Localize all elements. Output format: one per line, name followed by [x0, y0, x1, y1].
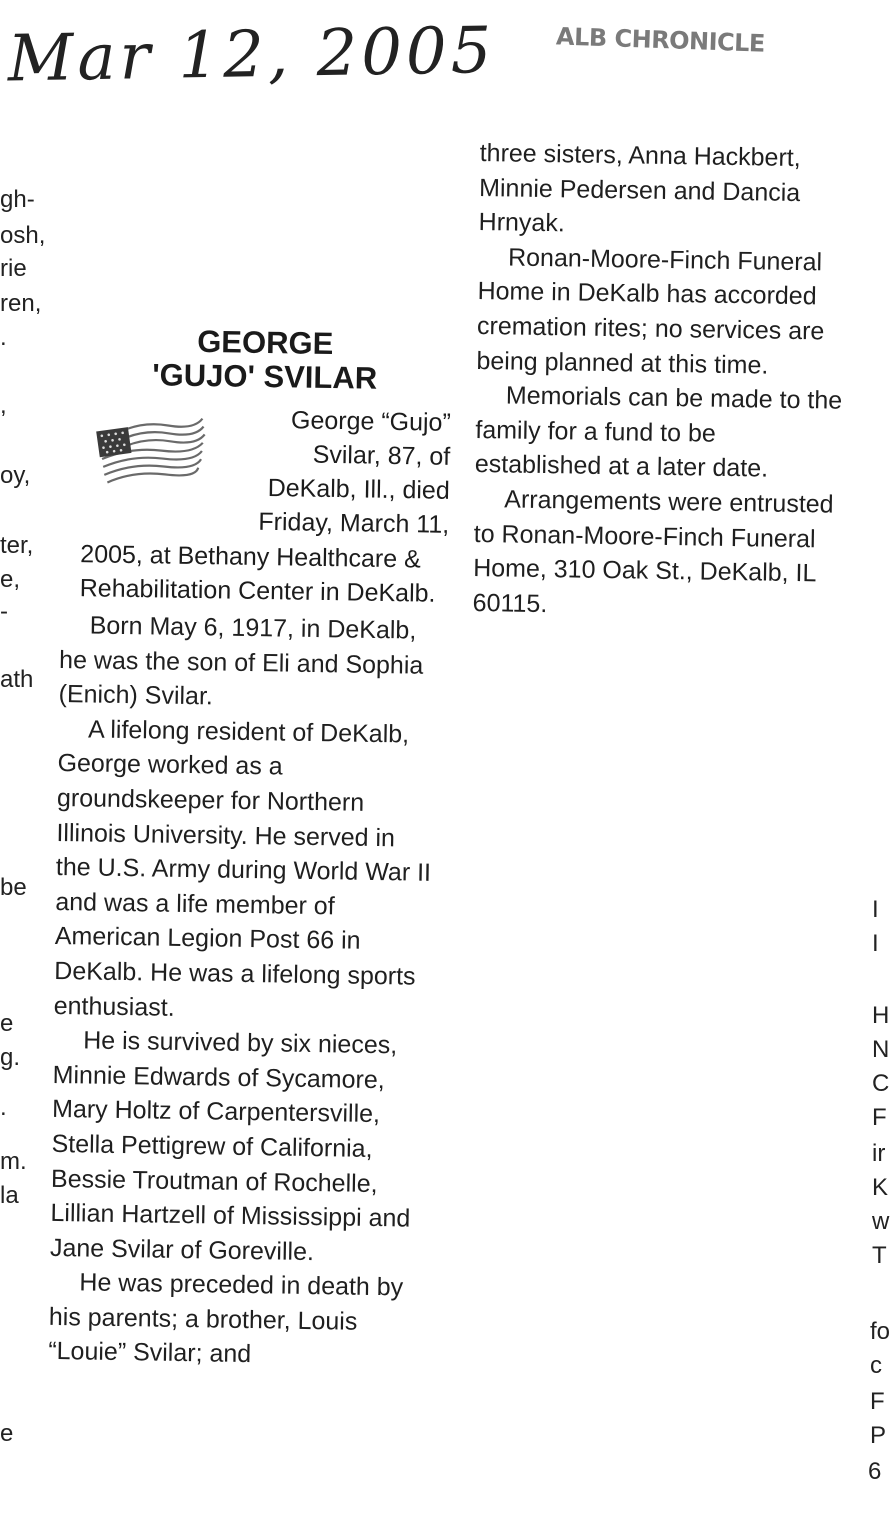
right-fragment: N: [872, 1036, 890, 1063]
paragraph: A lifelong resident of DeKalb, George worked as a groundskeeper for Northern Illinois University. He served in the U.S. Army during World War II and was a life member of American Legion Post 66 in DeKalb. He was a lifelong sports enthusiast.: [53, 715, 432, 1022]
right-fragment: F: [870, 1388, 885, 1415]
headline-line-2: 'GUJO' SVILAR: [152, 357, 378, 396]
right-fragment: fo: [870, 1318, 890, 1345]
lead-line-4: Friday, March 11,: [258, 507, 450, 539]
paragraph: Ronan-Moore-Finch Funeral Home in DeKalb has accorded cremation rites; no services are being planned at this time.: [476, 243, 825, 380]
newspaper-masthead: ALB CHRONICLE: [555, 22, 766, 58]
right-fragment: 6: [868, 1458, 882, 1485]
paragraph: He was preceded in death by his parents; a brother, Louis “Louie” Svilar; and: [48, 1268, 404, 1369]
left-fragment: -: [0, 598, 8, 625]
left-fragment: e: [0, 1420, 14, 1447]
left-fragment: .: [0, 1094, 7, 1121]
right-fragment: T: [872, 1242, 887, 1269]
left-fragment: gh-: [0, 186, 35, 213]
right-fragment: ir: [872, 1140, 886, 1167]
headline-line-1: GEORGE: [196, 323, 334, 362]
obituary-column-1: [48, 608, 440, 1375]
left-fragment: osh,: [0, 222, 46, 249]
left-fragment: e: [0, 1010, 14, 1037]
lead-rest: 2005, at Bethany Healthcare & Rehabilitation Center in DeKalb.: [79, 540, 436, 608]
left-fragment: g.: [0, 1044, 21, 1071]
obituary-headline: [139, 324, 390, 396]
paragraph: three sisters, Anna Hackbert, Minnie Pedersen and Dancia Hrnyak.: [478, 138, 801, 238]
lead-line-3: DeKalb, Ill., died: [267, 473, 450, 505]
right-fragment: P: [870, 1422, 887, 1449]
right-fragment: w: [872, 1208, 890, 1235]
right-fragment: K: [872, 1174, 889, 1201]
left-fragment: m.: [0, 1148, 27, 1175]
right-fragment: F: [872, 1104, 887, 1131]
paragraph: Born May 6, 1917, in DeKalb, he was the son of Eli and Sophia (Enich) Svilar.: [58, 611, 424, 711]
left-fragment: e,: [0, 566, 21, 593]
paragraph: Memorials can be made to the family for a fund to be established at a later date.: [474, 381, 843, 483]
left-fragment: ter,: [0, 532, 34, 559]
lead-paragraph-continued: [79, 537, 440, 611]
lead-line-2: Svilar, 87, of: [312, 440, 451, 471]
right-fragment: I: [872, 930, 879, 957]
paragraph: He is survived by six nieces, Minnie Edwards of Sycamore, Mary Holtz of Carpentersville, Stella Pettigrew of California, Bessie Troutman of Rochelle, Lillian Hartzell of Mississippi and Jane Svilar of Goreville.: [49, 1026, 411, 1266]
lead-paragraph: [219, 402, 451, 542]
lead-line-1: George “Gujo”: [290, 406, 452, 437]
right-fragment: c: [870, 1352, 882, 1379]
left-fragment: oy,: [0, 462, 31, 489]
left-fragment: be: [0, 874, 27, 901]
paragraph: Arrangements were entrusted to Ronan-Moore-Finch Funeral Home, 310 Oak St., DeKalb, IL 60115.: [472, 485, 834, 618]
handwritten-date: Mar 12, 2005: [7, 14, 497, 97]
left-fragment: ath: [0, 666, 34, 693]
right-fragment: C: [872, 1070, 890, 1097]
right-fragment: H: [872, 1002, 890, 1029]
left-fragment: ren,: [0, 290, 42, 317]
obituary-column-2: [472, 136, 850, 626]
american-flag-icon: [92, 410, 212, 500]
left-fragment: .: [0, 324, 7, 351]
left-fragment: la: [0, 1182, 19, 1209]
left-fragment: ,: [0, 392, 7, 419]
left-fragment: rie: [0, 255, 27, 282]
right-fragment: I: [872, 896, 879, 923]
